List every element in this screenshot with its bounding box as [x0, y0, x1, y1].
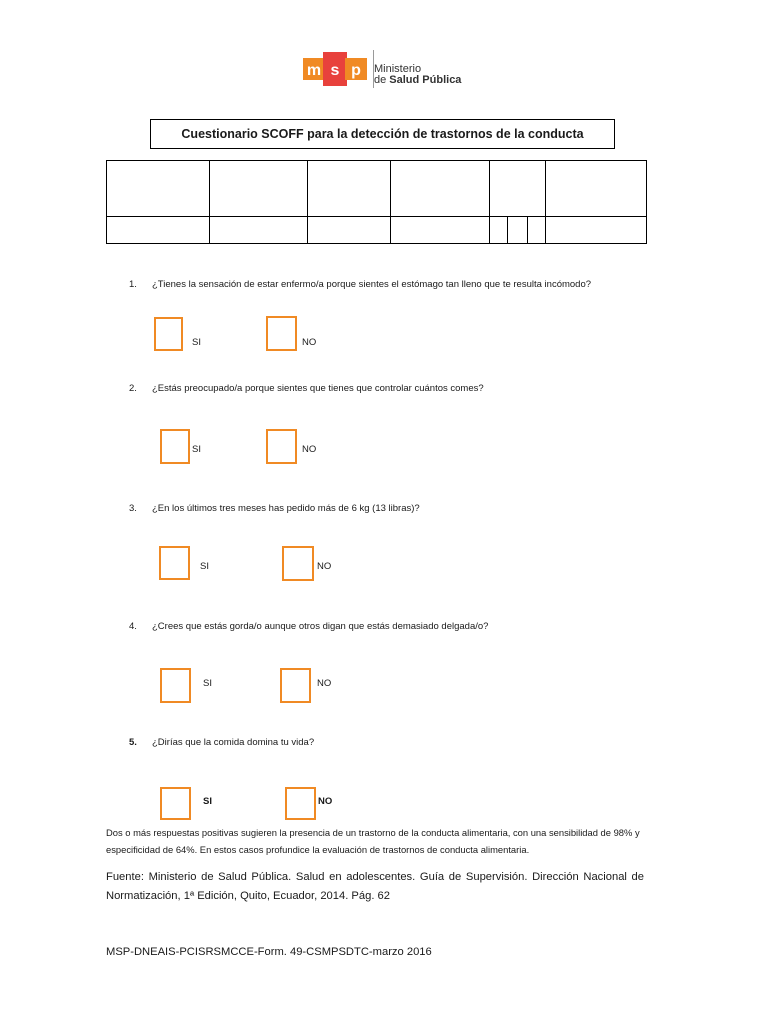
table-cell[interactable]	[107, 161, 210, 217]
table-cell[interactable]	[210, 217, 308, 244]
question-text: ¿Tienes la sensación de estar enfermo/a porque sientes el estómago tan lleno que te resulta incómodo?	[152, 279, 592, 290]
svg-text:p: p	[351, 62, 361, 79]
table-cell[interactable]	[546, 217, 647, 244]
source-citation: Fuente: Ministerio de Salud Pública. Salud en adolescentes. Guía de Supervisión. Dirección Nacional de Normatización, 1ª Edición, Quito, Ecuador, 2014. Pág. 62	[106, 871, 644, 902]
no-label: NO	[318, 796, 333, 807]
question-number: 1.	[129, 279, 137, 290]
table-cell[interactable]	[508, 217, 528, 244]
no-label: NO	[317, 678, 332, 689]
no-label: NO	[317, 561, 332, 572]
yes-label: SI	[192, 337, 201, 348]
table-cell[interactable]	[391, 217, 490, 244]
no-label: NO	[302, 444, 317, 455]
question-text: ¿Dirías que la comida domina tu vida?	[152, 737, 315, 748]
question-number: 3.	[129, 503, 137, 514]
question-number: 2.	[129, 383, 137, 394]
yes-checkbox[interactable]	[160, 787, 191, 820]
yes-checkbox[interactable]	[159, 546, 190, 580]
no-checkbox[interactable]	[266, 429, 297, 464]
question-number: 4.	[129, 621, 137, 632]
question-text: ¿En los últimos tres meses has pedido más de 6 kg (13 libras)?	[152, 503, 420, 514]
svg-text:s: s	[330, 62, 340, 79]
logo-line2-prefix: de	[374, 74, 390, 86]
table-cell[interactable]	[490, 161, 546, 217]
interpretation-note: Dos o más respuestas positivas sugieren la presencia de un trastorno de la conducta alimentaria, con una sensibilidad de 98% y especificidad de 64%. En estos casos profundice la evaluación de trastornos de conducta alimentaria.	[106, 827, 640, 855]
no-checkbox[interactable]	[282, 546, 314, 581]
logo-wordmark	[374, 64, 461, 86]
table-cell[interactable]	[308, 161, 391, 217]
logo-line2-bold: Salud Pública	[389, 74, 462, 86]
msp-logo-mark	[303, 52, 369, 86]
table-cell[interactable]	[107, 217, 210, 244]
question-number: 5.	[129, 737, 137, 748]
logo-line1: Ministerio	[374, 63, 422, 75]
table-cell[interactable]	[546, 161, 647, 217]
msp-logo	[303, 46, 473, 92]
yes-label: SI	[200, 561, 209, 572]
question-text: ¿Estás preocupado/a porque sientes que tienes que controlar cuántos comes?	[152, 383, 484, 394]
table-cell[interactable]	[490, 217, 508, 244]
document-title: Cuestionario SCOFF para la detección de trastornos de la conducta	[150, 119, 615, 149]
form-code-footer: MSP-DNEAIS-PCISRSMCCE-Form. 49-CSMPSDTC-marzo 2016	[106, 946, 432, 958]
yes-label: SI	[192, 444, 201, 455]
no-checkbox[interactable]	[266, 316, 297, 351]
patient-info-table	[106, 160, 647, 244]
no-label: NO	[302, 337, 317, 348]
table-cell[interactable]	[391, 161, 490, 217]
yes-label: SI	[203, 796, 212, 807]
table-cell[interactable]	[308, 217, 391, 244]
table-cell[interactable]	[210, 161, 308, 217]
yes-checkbox[interactable]	[154, 317, 183, 351]
no-checkbox[interactable]	[280, 668, 311, 703]
yes-label: SI	[203, 678, 212, 689]
question-text: ¿Crees que estás gorda/o aunque otros digan que estás demasiado delgada/o?	[152, 621, 489, 632]
svg-text:m: m	[306, 62, 322, 79]
yes-checkbox[interactable]	[160, 429, 190, 464]
yes-checkbox[interactable]	[160, 668, 191, 703]
table-cell[interactable]	[528, 217, 546, 244]
no-checkbox[interactable]	[285, 787, 316, 820]
